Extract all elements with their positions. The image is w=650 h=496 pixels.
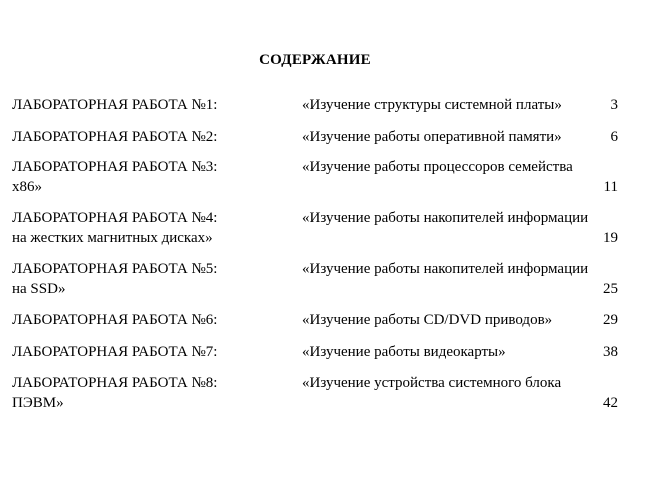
toc-entry-lab: ЛАБОРАТОРНАЯ РАБОТА №3: [12, 159, 218, 175]
toc-entry-continuation: на SSD» [12, 281, 66, 297]
toc-entry-page: 19 [603, 230, 618, 246]
toc-entry-topic: «Изучение работы накопителей информации [302, 210, 589, 226]
toc-entry-lab: ЛАБОРАТОРНАЯ РАБОТА №2: [12, 129, 218, 145]
toc-entry-topic: «Изучение устройства системного блока [302, 375, 562, 391]
page-title: СОДЕРЖАНИЕ [259, 52, 371, 68]
toc-entry-lab: ЛАБОРАТОРНАЯ РАБОТА №8: [12, 375, 218, 391]
toc-entry-page: 6 [610, 129, 618, 145]
toc-entry-lab: ЛАБОРАТОРНАЯ РАБОТА №7: [12, 344, 218, 360]
toc-entry-lab: ЛАБОРАТОРНАЯ РАБОТА №4: [12, 210, 218, 226]
toc-entry-continuation: ПЭВМ» [12, 395, 64, 411]
toc-entry-topic: «Изучение работы оперативной памяти» [302, 129, 562, 145]
toc-entry-page: 38 [603, 344, 618, 360]
toc-entry-topic: «Изучение структуры системной платы» [302, 97, 562, 113]
toc-entry-page: 42 [603, 395, 618, 411]
toc-entry-continuation: х86» [12, 179, 42, 195]
toc-entry-topic: «Изучение работы CD/DVD приводов» [302, 312, 553, 328]
toc-entry-topic: «Изучение работы процессоров семейства [302, 159, 573, 175]
toc-entry-lab: ЛАБОРАТОРНАЯ РАБОТА №5: [12, 261, 218, 277]
toc-entry-page: 11 [603, 179, 618, 195]
toc-entry-continuation: на жестких магнитных дисках» [12, 230, 213, 246]
toc-entry-topic: «Изучение работы накопителей информации [302, 261, 589, 277]
toc-entry-page: 29 [603, 312, 618, 328]
toc-entry-page: 3 [610, 97, 618, 113]
toc-entry-lab: ЛАБОРАТОРНАЯ РАБОТА №1: [12, 97, 218, 113]
toc-entry-page: 25 [603, 281, 618, 297]
toc-entry-topic: «Изучение работы видеокарты» [302, 344, 506, 360]
toc-entry-lab: ЛАБОРАТОРНАЯ РАБОТА №6: [12, 312, 218, 328]
